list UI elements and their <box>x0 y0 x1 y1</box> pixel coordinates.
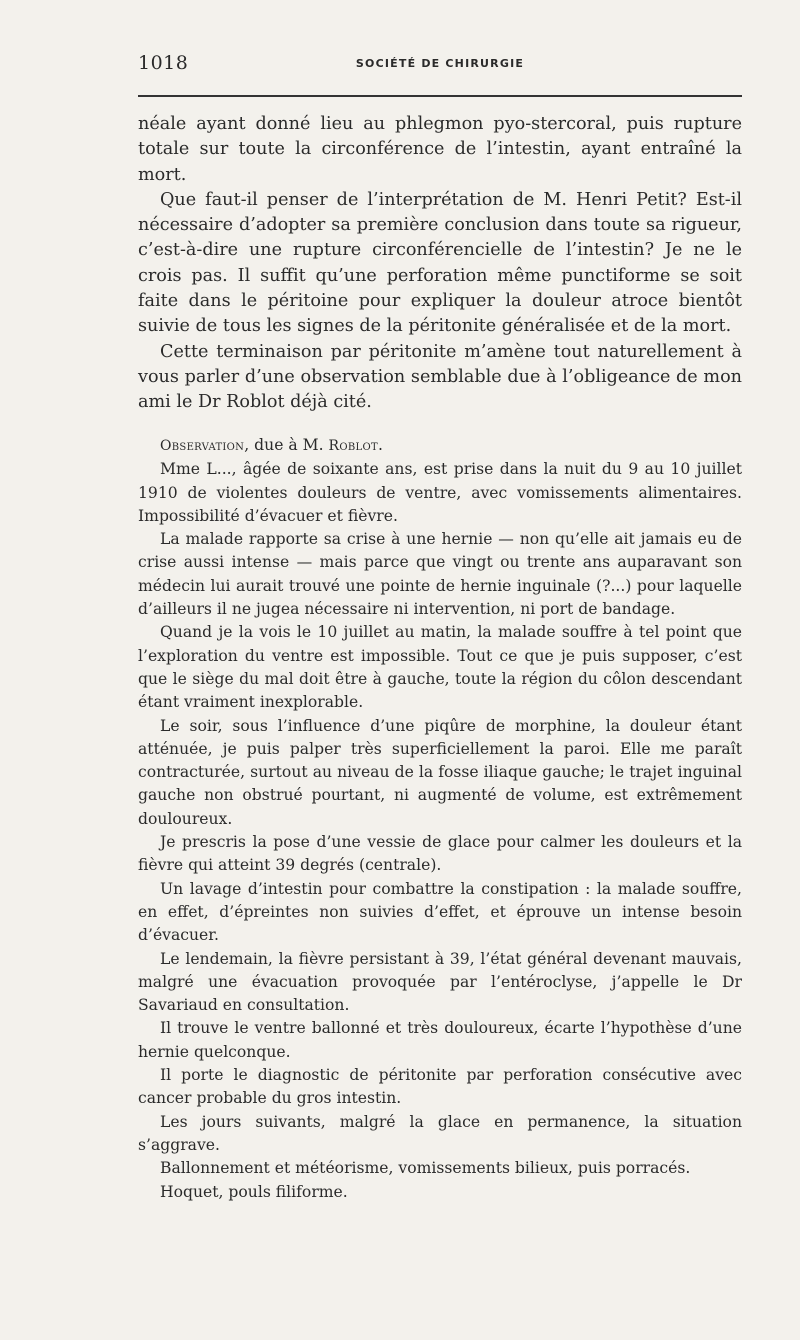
paragraph: Hoquet, pouls filiforme. <box>160 1182 348 1201</box>
observation-heading: Observation, due à M. Roblot. <box>160 436 383 454</box>
paragraph: Quand je la vois le 10 juillet au matin, la malade souffre à tel point que l’exploration du ventre est impossible. Tout ce que je puis supposer, c’est que le siège du mal doit être à gauche, toute la région du côlon descendant étant vraiment inexplorable. <box>138 623 742 712</box>
paragraph: La malade rapporte sa crise à une hernie — non qu’elle ait jamais eu de crise aussi intense — mais parce que vingt ou trente ans auparavant son médecin lui aurait trouvé une pointe de hernie inguinale (?...) pour laquelle d’ailleurs il ne jugea nécessaire ni intervention, ni port de bandage. <box>138 530 742 619</box>
paragraph: Le soir, sous l’influence d’une piqûre de morphine, la douleur étant atténuée, je puis palper très superficiellement la paroi. Elle me paraît contracturée, surtout au niveau de la fosse iliaque gauche; le trajet inguinal gauche non obstrué pourtant, ni augmenté de volume, est extrêmement douloureux. <box>138 716 742 828</box>
observation-section <box>138 434 742 1204</box>
page-header <box>138 52 742 82</box>
paragraph: Les jours suivants, malgré la glace en permanence, la situation s’aggrave. <box>138 1112 742 1154</box>
paragraph: néale ayant donné lieu au phlegmon pyo-stercoral, puis rupture totale sur toute la circonférence de l’intestin, ayant entraîné la mort. <box>138 114 742 185</box>
paragraph: Je prescris la pose d’une vessie de glace pour calmer les douleurs et la fièvre qui atteint 39 degrés (centrale). <box>138 833 742 875</box>
paragraph: Un lavage d’intestin pour combattre la constipation : la malade souffre, en effet, d’épreintes non suivies d’effet, et éprouve un intense besoin d’évacuer. <box>138 879 742 945</box>
header-rule <box>138 95 742 97</box>
paragraph: Il trouve le ventre ballonné et très douloureux, écarte l’hypothèse d’une hernie quelconque. <box>138 1019 742 1061</box>
observation-due: due à M. <box>254 436 324 454</box>
paragraph: Mme L..., âgée de soixante ans, est prise dans la nuit du 9 au 10 juillet 1910 de violentes douleurs de ventre, avec vomissements alimentaires. Impossibilité d’évacuer et fièvre. <box>138 460 742 525</box>
intro-text <box>138 112 742 416</box>
paragraph: Cette terminaison par péritonite m’amène tout naturellement à vous parler d’une observation semblable due à l’obligeance de mon ami le Dr Roblot déjà cité. <box>138 341 742 413</box>
running-title: SOCIÉTÉ DE CHIRURGIE <box>355 57 525 70</box>
observation-author: Roblot <box>328 438 378 454</box>
paragraph: Que faut-il penser de l’interprétation de M. Henri Petit? Est-il nécessaire d’adopter sa première conclusion dans toute sa rigueur, c’est-à-dire une rupture circonférencielle de l’intestin? Je ne le crois pas. Il suffit qu’une perforation même punctiforme se soit faite dans le péritoine pour expliquer la douleur atroce bientôt suivie de tous les signes de la péritonite généralisée et de la mort. <box>138 189 742 337</box>
observation-label: Observation <box>160 438 245 454</box>
paragraph: Ballonnement et météorisme, vomissements bilieux, puis porracés. <box>160 1159 691 1178</box>
paragraph: Le lendemain, la fièvre persistant à 39, l’état général devenant mauvais, malgré une évacuation provoquée par l’entéroclyse, j’appelle le Dr Savariaud en consultation. <box>138 949 742 1015</box>
page-number: 1018 <box>138 52 189 74</box>
paragraph: Il porte le diagnostic de péritonite par perforation consécutive avec cancer probable du gros intestin. <box>138 1066 742 1108</box>
